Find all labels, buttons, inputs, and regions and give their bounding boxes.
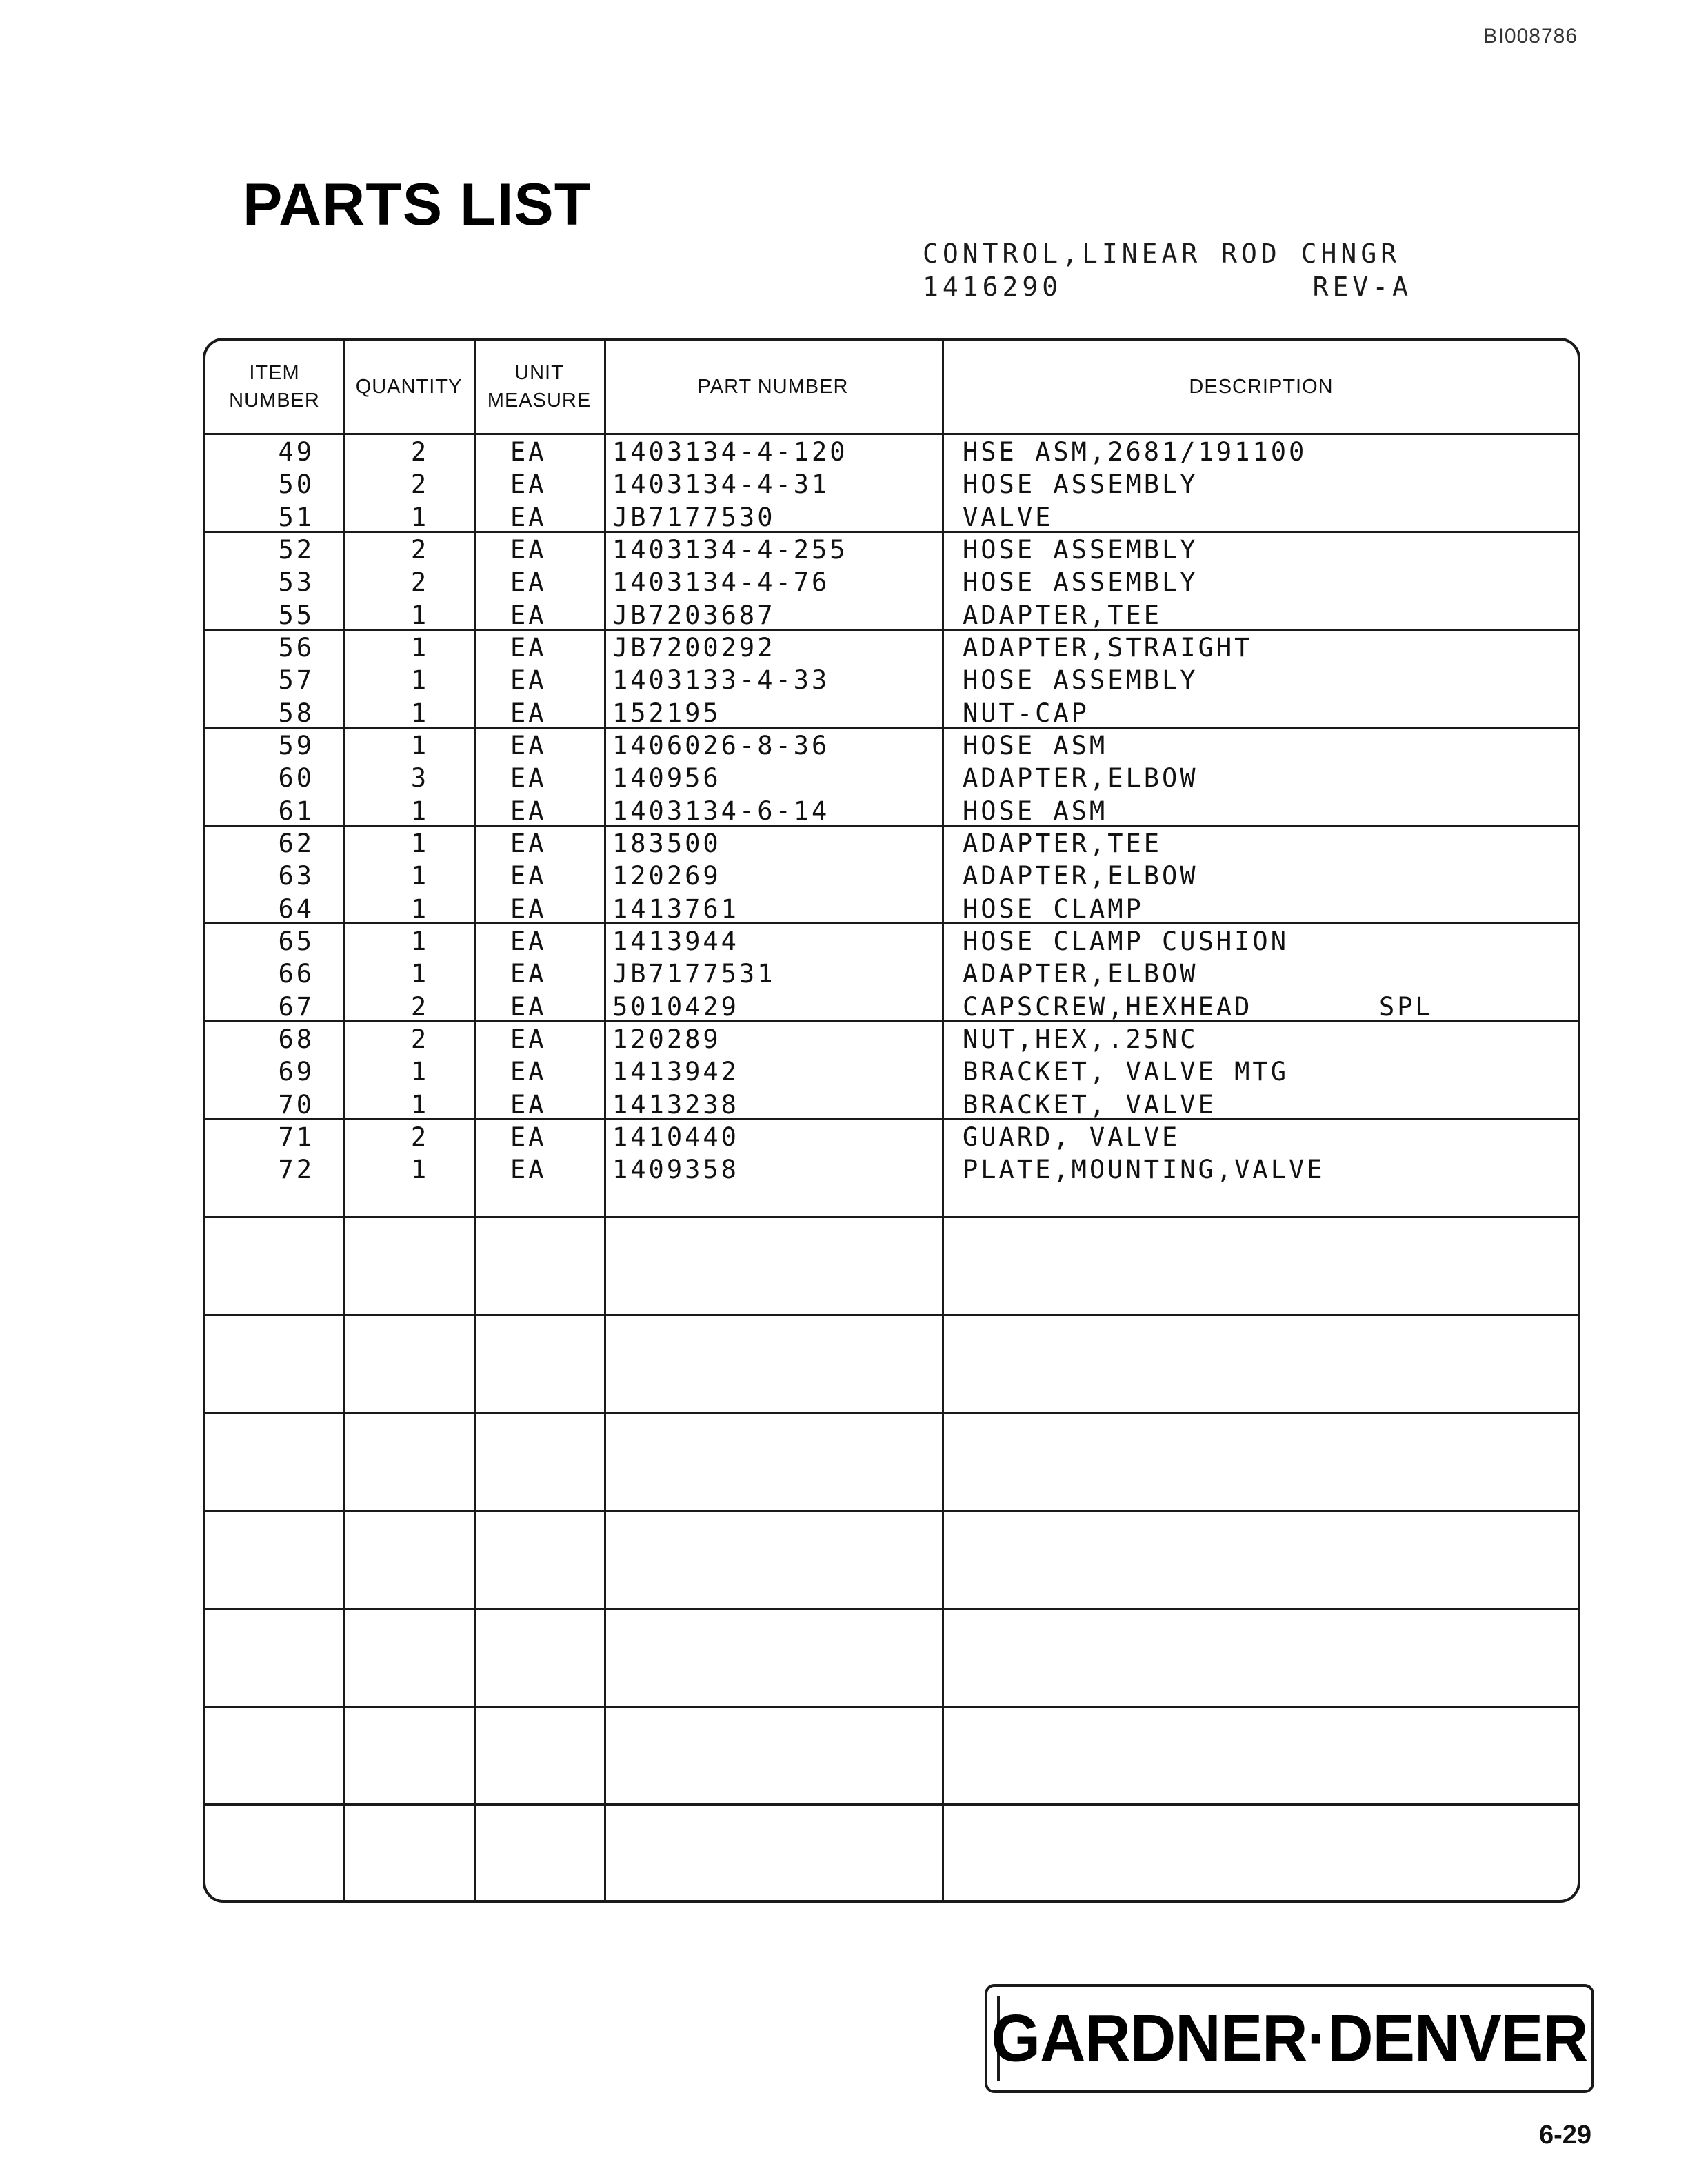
unit-measure: EA: [510, 893, 547, 924]
description-note: SPL: [1379, 991, 1434, 1022]
quantity: 1: [410, 959, 430, 989]
unit-measure: EA: [510, 1024, 547, 1054]
table-row: [205, 436, 1578, 469]
group-rule: [205, 1510, 1578, 1512]
unit-measure: EA: [510, 763, 547, 793]
description: ADAPTER,ELBOW: [963, 861, 1198, 891]
company-logo: [985, 1984, 1594, 2093]
table-row: [205, 893, 1578, 926]
quantity: 1: [410, 1155, 430, 1185]
description: NUT-CAP: [963, 698, 1089, 728]
quantity: 3: [410, 763, 430, 793]
table-row: [205, 534, 1578, 567]
part-number: 1406026-8-36: [612, 730, 830, 760]
table-row: [205, 925, 1578, 958]
part-number: 1403134-6-14: [612, 796, 830, 826]
quantity: 1: [410, 632, 430, 663]
header-item-line1: ITEM: [249, 362, 300, 384]
quantity: 1: [410, 893, 430, 924]
table-row: [205, 1023, 1578, 1056]
table-row: [205, 1055, 1578, 1089]
part-number: 120289: [612, 1024, 721, 1054]
description: HSE ASM,2681/191100: [963, 437, 1307, 467]
part-number: 1403133-4-33: [612, 665, 830, 696]
unit-measure: EA: [510, 730, 547, 760]
unit-measure: EA: [510, 469, 547, 500]
table-row: [205, 958, 1578, 991]
header-rule: [205, 433, 1578, 435]
part-number: 1403134-4-255: [612, 534, 848, 565]
description: HOSE ASSEMBLY: [963, 534, 1198, 565]
part-number: 152195: [612, 698, 721, 728]
table-row: [205, 991, 1578, 1024]
description: HOSE ASM: [963, 730, 1108, 760]
quantity: 1: [410, 1057, 430, 1087]
quantity: 1: [410, 502, 430, 532]
item-number: 70: [278, 1089, 314, 1120]
table-row: [205, 697, 1578, 730]
unit-measure: EA: [510, 1122, 547, 1152]
quantity: 1: [410, 796, 430, 826]
unit-measure: EA: [510, 1089, 547, 1120]
part-number: 1413238: [612, 1089, 739, 1120]
table-row: [205, 664, 1578, 697]
item-number: 72: [278, 1155, 314, 1185]
table-row: [205, 795, 1578, 828]
quantity: 1: [410, 698, 430, 728]
description: HOSE CLAMP: [963, 893, 1144, 924]
description: HOSE ASSEMBLY: [963, 469, 1198, 500]
table-row: [205, 827, 1578, 860]
unit-measure: EA: [510, 926, 547, 956]
item-number: 50: [278, 469, 314, 500]
item-number: 53: [278, 567, 314, 598]
group-rule: [205, 1412, 1578, 1414]
quantity: 1: [410, 828, 430, 858]
part-number: 5010429: [612, 991, 739, 1022]
description: ADAPTER,ELBOW: [963, 959, 1198, 989]
unit-measure: EA: [510, 861, 547, 891]
item-number: 60: [278, 763, 314, 793]
item-number: 65: [278, 926, 314, 956]
description: ADAPTER,ELBOW: [963, 763, 1198, 793]
description: GUARD, VALVE: [963, 1122, 1180, 1152]
description: BRACKET, VALVE: [963, 1089, 1216, 1120]
assembly-name: CONTROL,LINEAR ROD CHNGR: [923, 239, 1401, 269]
header-item-line2: NUMBER: [229, 390, 320, 412]
header-part-number: PART NUMBER: [697, 376, 849, 398]
description: VALVE: [963, 502, 1054, 532]
assembly-info: [923, 237, 1412, 303]
unit-measure: EA: [510, 665, 547, 696]
table-row: [205, 631, 1578, 665]
table-row: [205, 762, 1578, 795]
parts-table: [203, 338, 1580, 1903]
description: CAPSCREW,HEXHEAD: [963, 991, 1253, 1022]
quantity: 2: [410, 991, 430, 1022]
unit-measure: EA: [510, 959, 547, 989]
item-number: 64: [278, 893, 314, 924]
item-number: 52: [278, 534, 314, 565]
group-rule: [205, 1608, 1578, 1610]
part-number: 1413944: [612, 926, 739, 956]
description: BRACKET, VALVE MTG: [963, 1057, 1289, 1087]
unit-measure: EA: [510, 600, 547, 630]
part-number: JB7177530: [612, 502, 776, 532]
item-number: 68: [278, 1024, 314, 1054]
quantity: 1: [410, 665, 430, 696]
unit-measure: EA: [510, 828, 547, 858]
part-number: JB7203687: [612, 600, 776, 630]
description: HOSE ASSEMBLY: [963, 567, 1198, 598]
header-item-number: [205, 341, 343, 433]
logo-text: GARDNER·DENVER: [991, 2001, 1588, 2076]
unit-measure: EA: [510, 796, 547, 826]
part-number: 1403134-4-31: [612, 469, 830, 500]
unit-measure: EA: [510, 534, 547, 565]
item-number: 66: [278, 959, 314, 989]
item-number: 59: [278, 730, 314, 760]
item-number: 49: [278, 437, 314, 467]
table-row: [205, 1121, 1578, 1154]
item-number: 69: [278, 1057, 314, 1087]
description: PLATE,MOUNTING,VALVE: [963, 1155, 1325, 1185]
part-number: 1403134-4-76: [612, 567, 830, 598]
item-number: 58: [278, 698, 314, 728]
unit-measure: EA: [510, 632, 547, 663]
page-title: PARTS LIST: [243, 172, 592, 238]
quantity: 2: [410, 534, 430, 565]
document-id: BI008786: [1483, 25, 1578, 48]
description: HOSE ASM: [963, 796, 1108, 826]
part-number: 183500: [612, 828, 721, 858]
page-number: 6-29: [1539, 2121, 1592, 2150]
group-rule: [205, 1706, 1578, 1708]
unit-measure: EA: [510, 502, 547, 532]
unit-measure: EA: [510, 1057, 547, 1087]
revision: REV-A: [1312, 272, 1412, 302]
quantity: 2: [410, 437, 430, 467]
quantity: 2: [410, 1122, 430, 1152]
description: HOSE ASSEMBLY: [963, 665, 1198, 696]
unit-measure: EA: [510, 437, 547, 467]
item-number: 55: [278, 600, 314, 630]
quantity: 1: [410, 600, 430, 630]
unit-measure: EA: [510, 567, 547, 598]
assembly-number: 1416290: [923, 272, 1063, 302]
part-number: 1413761: [612, 893, 739, 924]
table-row: [205, 860, 1578, 893]
group-rule: [205, 1216, 1578, 1218]
quantity: 2: [410, 567, 430, 598]
group-rule: [205, 1314, 1578, 1316]
header-unit-measure: [474, 341, 604, 433]
table-row: [205, 468, 1578, 501]
description: ADAPTER,TEE: [963, 828, 1163, 858]
table-row: [205, 599, 1578, 632]
quantity: 1: [410, 861, 430, 891]
assembly-number-row: [923, 270, 1412, 303]
part-number: 140956: [612, 763, 721, 793]
item-number: 62: [278, 828, 314, 858]
item-number: 61: [278, 796, 314, 826]
quantity: 1: [410, 1089, 430, 1120]
item-number: 71: [278, 1122, 314, 1152]
part-number: JB7200292: [612, 632, 776, 663]
part-number: 1413942: [612, 1057, 739, 1087]
part-number: 120269: [612, 861, 721, 891]
table-row: [205, 566, 1578, 599]
header-quantity: QUANTITY: [355, 376, 463, 398]
table-row: [205, 729, 1578, 762]
header-unit-line1: UNIT: [514, 362, 564, 384]
description: NUT,HEX,.25NC: [963, 1024, 1198, 1054]
unit-measure: EA: [510, 1155, 547, 1185]
quantity: 1: [410, 730, 430, 760]
item-number: 63: [278, 861, 314, 891]
description: ADAPTER,TEE: [963, 600, 1163, 630]
description: HOSE CLAMP CUSHION: [963, 926, 1289, 956]
unit-measure: EA: [510, 991, 547, 1022]
table-row: [205, 1153, 1578, 1186]
quantity: 2: [410, 1024, 430, 1054]
table-row: [205, 501, 1578, 534]
part-number: 1403134-4-120: [612, 437, 848, 467]
header-unit-line2: MEASURE: [487, 390, 592, 412]
item-number: 67: [278, 991, 314, 1022]
quantity: 2: [410, 469, 430, 500]
item-number: 57: [278, 665, 314, 696]
part-number: 1409358: [612, 1155, 739, 1185]
table-row: [205, 1089, 1578, 1122]
description: ADAPTER,STRAIGHT: [963, 632, 1253, 663]
quantity: 1: [410, 926, 430, 956]
group-rule: [205, 1803, 1578, 1806]
part-number: JB7177531: [612, 959, 776, 989]
part-number: 1410440: [612, 1122, 739, 1152]
header-description: DESCRIPTION: [1189, 376, 1334, 398]
item-number: 51: [278, 502, 314, 532]
unit-measure: EA: [510, 698, 547, 728]
item-number: 56: [278, 632, 314, 663]
